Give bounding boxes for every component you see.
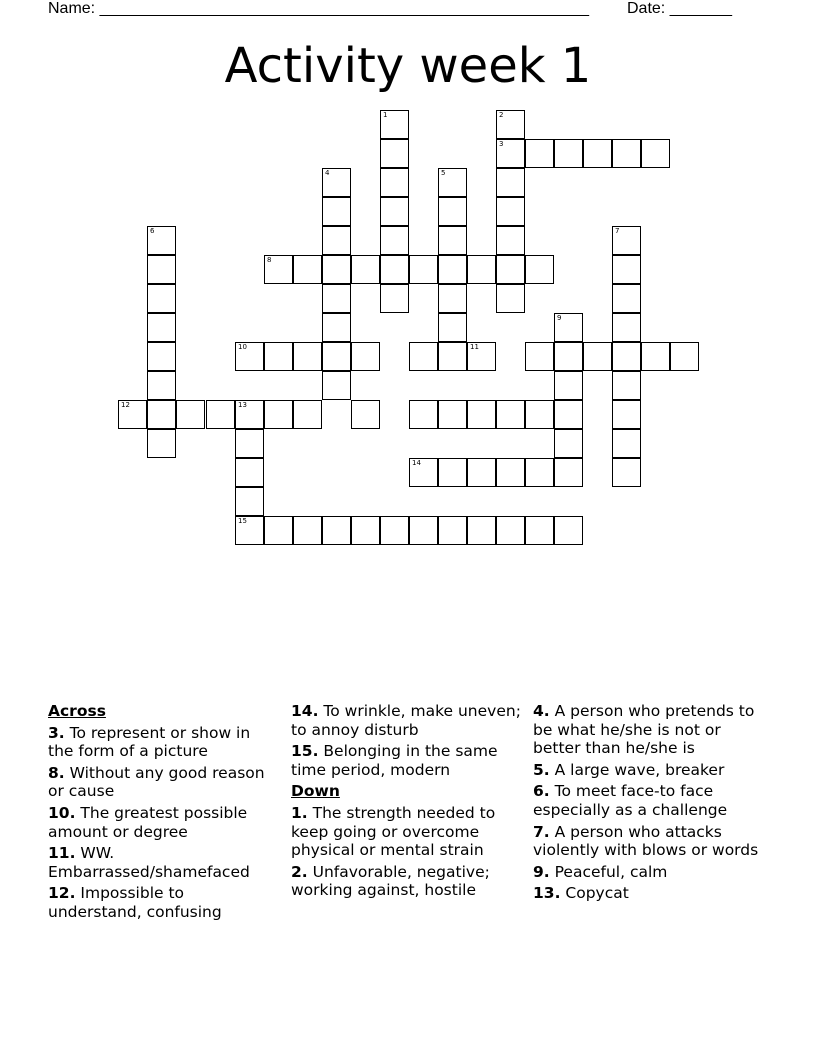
clue-down-4 — [533, 702, 765, 758]
crossword-cell[interactable] — [496, 458, 525, 487]
clue-across-15 — [291, 742, 523, 779]
cell-number: 5 — [441, 169, 446, 177]
crossword-cell[interactable] — [118, 400, 147, 429]
clue-across-14 — [291, 702, 523, 739]
crossword-cell[interactable] — [409, 458, 438, 487]
crossword-cell[interactable] — [409, 342, 438, 371]
cell-number: 13 — [238, 401, 247, 409]
clue-text: Without any good reason or cause — [48, 763, 265, 801]
crossword-cell[interactable] — [438, 168, 467, 197]
crossword-cell[interactable] — [554, 313, 583, 342]
clue-down-13 — [533, 884, 765, 903]
crossword-cell[interactable] — [380, 255, 409, 284]
date-field-label[interactable]: Date: _______ — [627, 0, 732, 17]
clue-down-9 — [533, 863, 765, 882]
crossword-cell[interactable] — [496, 139, 525, 168]
crossword-cell[interactable] — [293, 342, 322, 371]
crossword-cell[interactable] — [351, 342, 380, 371]
crossword-cell[interactable] — [409, 255, 438, 284]
crossword-cell[interactable] — [235, 342, 264, 371]
clue-text: To represent or show in the form of a picture — [48, 723, 251, 761]
crossword-cell[interactable] — [496, 226, 525, 255]
crossword-cell[interactable] — [612, 255, 641, 284]
crossword-cell[interactable] — [467, 255, 496, 284]
clue-down-1 — [291, 804, 523, 860]
crossword-cell[interactable] — [351, 516, 380, 545]
crossword-cell[interactable] — [438, 342, 467, 371]
crossword-cell[interactable] — [612, 313, 641, 342]
crossword-cell[interactable] — [612, 139, 641, 168]
crossword-cell[interactable] — [612, 400, 641, 429]
crossword-cell[interactable] — [525, 342, 554, 371]
crossword-cell[interactable] — [641, 342, 670, 371]
clue-number: 3. — [48, 723, 65, 742]
clues-column-3 — [533, 702, 765, 906]
crossword-cell[interactable] — [293, 255, 322, 284]
crossword-cell[interactable] — [438, 458, 467, 487]
clue-number: 9. — [533, 862, 550, 881]
cell-number: 15 — [238, 517, 247, 525]
crossword-cell[interactable] — [438, 284, 467, 313]
crossword-cell[interactable] — [235, 458, 264, 487]
crossword-cell[interactable] — [467, 400, 496, 429]
crossword-cell[interactable] — [438, 197, 467, 226]
crossword-cell[interactable] — [235, 429, 264, 458]
clue-number: 12. — [48, 884, 76, 903]
crossword-cell[interactable] — [438, 226, 467, 255]
clue-across-3 — [48, 724, 280, 761]
crossword-cell[interactable] — [322, 284, 351, 313]
cell-number: 11 — [470, 343, 479, 351]
crossword-cell[interactable] — [467, 458, 496, 487]
crossword-cell[interactable] — [380, 226, 409, 255]
crossword-cell[interactable] — [147, 226, 176, 255]
cell-number: 14 — [412, 459, 421, 467]
crossword-cell[interactable] — [554, 400, 583, 429]
crossword-cell[interactable] — [554, 429, 583, 458]
crossword-cell[interactable] — [147, 371, 176, 400]
crossword-cell[interactable] — [554, 458, 583, 487]
clue-number: 7. — [533, 822, 550, 841]
cell-number: 7 — [615, 227, 620, 235]
cell-number: 1 — [383, 111, 388, 119]
cell-number: 8 — [267, 256, 272, 264]
clue-across-11 — [48, 844, 280, 881]
clue-down-5 — [533, 761, 765, 780]
clue-number: 5. — [533, 760, 550, 779]
crossword-cell[interactable] — [496, 197, 525, 226]
crossword-cell[interactable] — [612, 458, 641, 487]
crossword-cell[interactable] — [467, 342, 496, 371]
clue-number: 13. — [533, 884, 561, 903]
crossword-cell[interactable] — [525, 255, 554, 284]
crossword-cell[interactable] — [496, 110, 525, 139]
crossword-cell[interactable] — [147, 342, 176, 371]
clue-number: 2. — [291, 862, 308, 881]
crossword-cell[interactable] — [176, 400, 205, 429]
crossword-cell[interactable] — [380, 516, 409, 545]
clue-across-10 — [48, 804, 280, 841]
crossword-cell[interactable] — [409, 400, 438, 429]
clue-text: A person who attacks violently with blows or words — [533, 822, 759, 860]
clue-text: Belonging in the same time period, modern — [291, 742, 498, 779]
clue-number: 11. — [48, 844, 76, 863]
clue-text: To wrinkle, make uneven; to annoy disturb — [291, 702, 521, 739]
crossword-cell[interactable] — [264, 255, 293, 284]
clue-number: 8. — [48, 763, 65, 782]
crossword-cell[interactable] — [322, 168, 351, 197]
clue-number: 4. — [533, 702, 550, 720]
crossword-cell[interactable] — [496, 255, 525, 284]
crossword-cell[interactable] — [351, 255, 380, 284]
crossword-cell[interactable] — [409, 516, 438, 545]
crossword-cell[interactable] — [322, 197, 351, 226]
clue-text: Unfavorable, negative; working against, hostile — [291, 862, 490, 900]
clues-column-2 — [291, 702, 523, 903]
crossword-cell[interactable] — [438, 400, 467, 429]
crossword-cell[interactable] — [147, 429, 176, 458]
crossword-cell[interactable] — [554, 516, 583, 545]
clue-number: 15. — [291, 742, 319, 761]
crossword-cell[interactable] — [612, 226, 641, 255]
clue-text: Copycat — [565, 884, 629, 903]
cell-number: 3 — [499, 140, 504, 148]
clue-number: 1. — [291, 803, 308, 822]
clue-text: A large wave, breaker — [554, 760, 725, 779]
crossword-cell[interactable] — [554, 139, 583, 168]
crossword-cell[interactable] — [235, 487, 264, 516]
crossword-cell[interactable] — [380, 284, 409, 313]
crossword-cell[interactable] — [380, 139, 409, 168]
crossword-cell[interactable] — [293, 400, 322, 429]
crossword-cell[interactable] — [496, 400, 525, 429]
page-title: Activity week 1 — [224, 38, 592, 94]
crossword-cell[interactable] — [612, 342, 641, 371]
crossword-cell[interactable] — [322, 371, 351, 400]
crossword-cell[interactable] — [612, 284, 641, 313]
crossword-cell[interactable] — [235, 516, 264, 545]
cell-number: 12 — [121, 401, 130, 409]
crossword-cell[interactable] — [467, 516, 496, 545]
crossword-cell[interactable] — [438, 313, 467, 342]
crossword-cell[interactable] — [496, 284, 525, 313]
crossword-cell[interactable] — [147, 255, 176, 284]
crossword-cell[interactable] — [438, 516, 467, 545]
crossword-cell[interactable] — [496, 516, 525, 545]
cell-number: 6 — [150, 227, 155, 235]
crossword-cell[interactable] — [293, 516, 322, 545]
clue-down-2 — [291, 863, 523, 900]
crossword-cell[interactable] — [264, 516, 293, 545]
cell-number: 2 — [499, 111, 504, 119]
across-heading: Across — [48, 702, 106, 720]
crossword-cell[interactable] — [147, 313, 176, 342]
cell-number: 4 — [325, 169, 330, 177]
clue-across-8 — [48, 764, 280, 801]
crossword-cell[interactable] — [583, 342, 612, 371]
clue-text: WW. Embarrassed/shamefaced — [48, 844, 250, 881]
clue-number: 10. — [48, 803, 76, 822]
crossword-cell[interactable] — [670, 342, 699, 371]
crossword-cell[interactable] — [264, 400, 293, 429]
name-field-label[interactable]: Name: _______________________________________________________ — [48, 0, 589, 17]
header — [48, 0, 748, 20]
crossword-cell[interactable] — [235, 400, 264, 429]
cell-number: 10 — [238, 343, 247, 351]
clue-number: 14. — [291, 702, 319, 720]
crossword-cell[interactable] — [641, 139, 670, 168]
crossword-cell[interactable] — [322, 342, 351, 371]
clue-text: A person who pretends to be what he/she is not or better than he/she is — [533, 702, 755, 758]
cell-number: 9 — [557, 314, 562, 322]
clues-column-1 — [48, 702, 280, 925]
crossword-cell[interactable] — [147, 284, 176, 313]
crossword-cell[interactable] — [380, 197, 409, 226]
crossword-cell[interactable] — [322, 516, 351, 545]
clue-down-7 — [533, 823, 765, 860]
crossword-cell[interactable] — [525, 516, 554, 545]
crossword-cell[interactable] — [525, 400, 554, 429]
clue-text: To meet face-to face especially as a challenge — [533, 782, 728, 819]
crossword-cell[interactable] — [525, 139, 554, 168]
crossword-cell[interactable] — [554, 371, 583, 400]
crossword-cell[interactable] — [351, 400, 380, 429]
crossword-cell[interactable] — [322, 255, 351, 284]
crossword-cell[interactable] — [612, 429, 641, 458]
crossword-cell[interactable] — [206, 400, 235, 429]
crossword-cell[interactable] — [322, 313, 351, 342]
crossword-cell[interactable] — [438, 255, 467, 284]
crossword-cell[interactable] — [554, 342, 583, 371]
clue-text: Impossible to understand, confusing — [48, 884, 222, 921]
crossword-cell[interactable] — [583, 139, 612, 168]
clue-number: 6. — [533, 782, 550, 801]
crossword-cell[interactable] — [380, 110, 409, 139]
clue-text: Peaceful, calm — [554, 862, 668, 881]
clue-text: The greatest possible amount or degree — [48, 803, 248, 841]
clue-text: The strength needed to keep going or overcome physical or mental strain — [291, 803, 496, 860]
clue-down-6 — [533, 782, 765, 819]
crossword-cell[interactable] — [147, 400, 176, 429]
crossword-cell[interactable] — [380, 168, 409, 197]
crossword-cell[interactable] — [264, 342, 293, 371]
crossword-cell[interactable] — [322, 226, 351, 255]
crossword-cell[interactable] — [612, 371, 641, 400]
clue-across-12 — [48, 884, 280, 921]
crossword-cell[interactable] — [496, 168, 525, 197]
crossword-cell[interactable] — [525, 458, 554, 487]
down-heading: Down — [291, 782, 340, 801]
